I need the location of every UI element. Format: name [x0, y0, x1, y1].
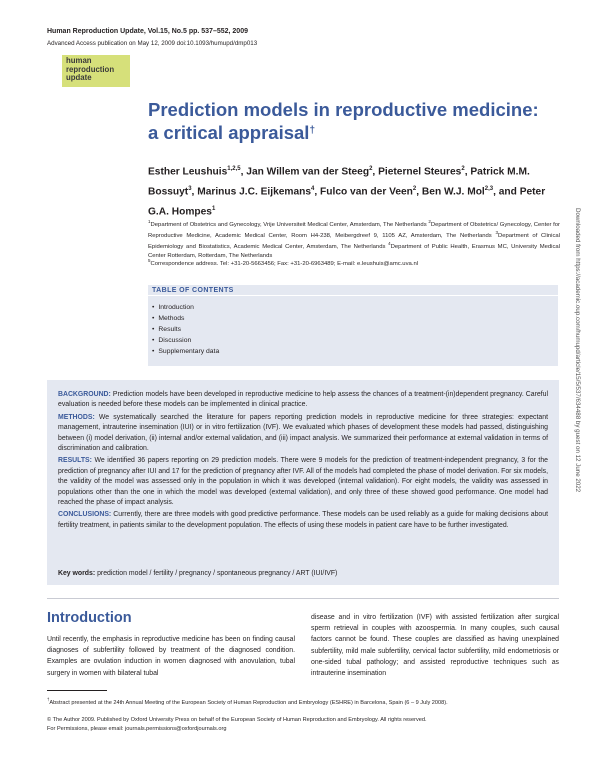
author-name: Pieternel Steures [378, 166, 462, 178]
author-separator: , [314, 186, 321, 198]
correspondence-sup: 5 [148, 258, 151, 263]
copyright-line: © The Author 2009. Published by Oxford University Press on behalf of the European Society of Human Reproduction and Embryology. All rights reserved. [47, 717, 427, 723]
abstract-conclusions [58, 510, 548, 531]
introduction-heading: Introduction [47, 610, 132, 626]
article-title-text: Prediction models in reproductive medicine: a critical appraisal [148, 99, 539, 143]
results-text: We identified 36 papers reporting on 29 prediction models. There were 9 models for the prediction of treatment-independent pregnancy, 3 for the prediction of pregnancy after IUI and 17 for the prediction of pregnancy after IVF. All of the models had completed the phase of model derivation. For six models, the validity of the model was assessed only in the population in which it was developed (internal validation). For eight models, the validity was assessed in populations other than the one in which the model was developed (external validation), and only three of these showed good performance. One model had reached the phase of impact analysis. [58, 457, 548, 507]
affiliation-sup: 3 [495, 230, 498, 236]
abstract-results [58, 456, 548, 508]
section-divider [47, 598, 559, 599]
author-separator: , [191, 186, 198, 198]
toc-item[interactable]: • Supplementary data [152, 346, 558, 357]
affiliation-text: Department of Clinical Epidemiology and Biostatistics, Academic Medical Center, Amsterdam, The Netherlands [148, 233, 561, 251]
correspondence-text: Correspondence address. Tel: +31-20-5663456; Fax: +31-20-6963489; E-mail: e.leushuis@amc.uva.nl [150, 260, 419, 267]
keywords-label: Key words: [58, 570, 96, 577]
author-affiliation-sup: 2 [369, 166, 373, 172]
toc-item[interactable]: • Results [152, 324, 558, 335]
correspondence [148, 258, 560, 267]
methods-text: We systematically searched the literature for papers reporting prediction models in reproductive medicine for three strategies: expectant management, intrauterine insemination (IUI) or in vitro fertilization (IVF). We evaluated which phases of development these models had passed, distinguishing between (i) model derivation, (ii) internal and/or external validation, and (iii) impact analysis. We summarized their performance at external validation in terms of discrimination and calibration. [58, 413, 548, 453]
author-separator: , [464, 166, 471, 178]
keywords-text: prediction model / fertility / pregnancy / spontaneous pregnancy / ART (IUI/IVF) [97, 570, 338, 577]
author-affiliation-sup: 3 [188, 185, 192, 192]
author-affiliation-sup: 1,2,5 [227, 166, 241, 172]
author-name: Esther Leushuis [148, 166, 228, 178]
author-name: Peter G.A. Hompes [148, 186, 546, 218]
results-label: RESULTS: [58, 457, 92, 465]
conclusions-text: Currently, there are three models with good predictive performance. These models can be used reliably as a guide for making decisions about fertility treatment, in patients similar to the development population. The effects of using these models in patient care have to be further investigated. [58, 511, 548, 529]
abstract-box [47, 380, 559, 585]
author-name: Patrick M.M. Bossuyt [148, 166, 530, 198]
copyright [47, 716, 559, 734]
toc-item[interactable]: • Introduction [152, 302, 558, 313]
permissions-line: For Permissions, please email: journals.permissions@oxfordjournals.org [47, 726, 227, 732]
affiliation-text: Department of Obstetrics and Gynecology, Vrije Universiteit Medical Center, Amsterdam, The Netherlands [150, 221, 429, 228]
abstract-background [58, 390, 548, 411]
keywords [58, 570, 337, 577]
footnote [47, 697, 559, 706]
footnote-text: Abstract presented at the 24th Annual Meeting of the European Society of Human Reproduction and Embryology (ESHRE) in Barcelona, Spain (6 – 9 July 2008). [49, 699, 448, 706]
download-sidebar [572, 208, 582, 578]
affiliation-sup: 1 [148, 219, 151, 224]
title-footnote-mark: † [309, 125, 316, 136]
toc-item[interactable]: • Discussion [152, 335, 558, 346]
affiliation-sup: 2 [428, 219, 431, 224]
author-separator: , [372, 166, 379, 178]
logo-line-1: human [66, 56, 92, 65]
abstract-methods [58, 413, 548, 455]
toc-item[interactable]: • Methods [152, 313, 558, 324]
footnote-rule [47, 690, 107, 691]
journal-logo [62, 55, 130, 87]
advance-access-line: Advanced Access publication on May 12, 2009 doi:10.1093/humupd/dmp013 [47, 40, 258, 47]
introduction-left-column: Until recently, the emphasis in reproductive medicine has been on finding causal diagnoses of subfertility followed by treatment of the diagnosed condition. Examples are ovulation induction in women diagnosed with anovulation, tubal surgery in women with bilateral tubal [47, 636, 295, 677]
author-affiliation-sup: 4 [311, 185, 315, 192]
author-list [148, 161, 568, 221]
download-notice: Downloaded from https://academic.oup.com/humupd/article/15/5/537/634488 by guest on 12 June 2022 [574, 208, 581, 493]
background-label: BACKGROUND: [58, 391, 111, 398]
background-text: Prediction models have been developed in reproductive medicine to help assess the chances of a treatment-(in)dependent pregnancy. Careful evaluation is needed before these models can be implemented in clinical practice. [58, 391, 549, 409]
toc-heading: TABLE OF CONTENTS [148, 285, 558, 296]
author-affiliation-sup: 2 [461, 166, 465, 172]
affiliation-text: Department of Obstetrics/ Gynecology, Center for Reproductive Medicine, Academic Medical Center, Room H4-238, Meibergdreef 9, 1105 AZ, Amsterdam, The Netherlands [148, 221, 560, 240]
author-affiliation-sup: 2 [412, 185, 417, 192]
author-separator: , and [493, 186, 520, 198]
author-separator: , [416, 186, 422, 198]
logo-line-3: update [66, 73, 92, 83]
logo-line-2: reproduction [66, 64, 115, 74]
author-separator: , [240, 166, 247, 178]
author-affiliation-sup: 2,3 [484, 185, 494, 192]
table-of-contents [148, 285, 558, 366]
article-title [148, 98, 548, 144]
author-name: Marinus J.C. Eijkemans [197, 186, 312, 198]
footnote-mark: † [47, 697, 50, 702]
journal-citation: Human Reproduction Update, Vol.15, No.5 pp. 537–552, 2009 [47, 28, 248, 35]
author-affiliation-sup: 1 [211, 205, 216, 212]
affiliation-sup: 4 [388, 241, 391, 247]
author-name: Ben W.J. Mol [421, 186, 485, 198]
methods-label: METHODS: [58, 413, 95, 421]
author-name: Jan Willem van der Steeg [246, 166, 370, 178]
conclusions-label: CONCLUSIONS: [58, 511, 112, 519]
affiliation-text: Department of Public Health, Erasmus MC, University Medical Center Rotterdam, Rotterdam, The Netherlands [148, 244, 560, 259]
affiliations [148, 218, 560, 260]
toc-list [148, 296, 558, 357]
introduction-right-column: disease and in vitro fertilization (IVF) with assisted fertilization after surgical sperm retrieval in couples with azoospermia. In many couples, such causal factors cannot be found. These couples are classified as having unexplained subfertility, mild male subfertility, cervical factor subfertility, mild endometriosis or one-sided tubal pathology; and assisted reproductive techniques such as intrauterine insemination [311, 614, 559, 678]
author-name: Fulco van der Veen [320, 186, 413, 198]
